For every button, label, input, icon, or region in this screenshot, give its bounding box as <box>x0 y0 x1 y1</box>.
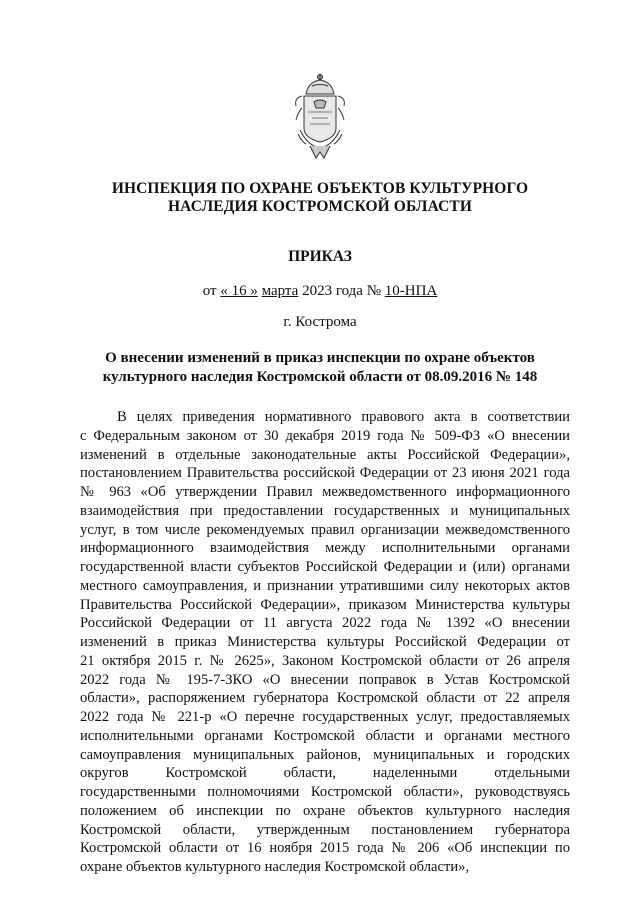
body-line: № 963 «Об утверждении Правил межведомственного информационного <box>80 484 570 500</box>
body-line: государственными полномочиями Костромской области», руководствуясь <box>80 784 570 800</box>
body-line: изменений в отдельные законодательные акты Российской Федерации», <box>80 446 570 463</box>
body-line: с Федеральным законом от 30 декабря 2019 года № 509-ФЗ «О внесении <box>80 427 570 444</box>
body-line: Правительства Российской Федерации», приказом Министерства культуры <box>80 596 570 613</box>
body-line: Костромской области от 16 ноября 2015 года № 206 «Об инспекции по <box>80 840 570 857</box>
body-line: 21 октября 2015 г. № 2625», Законом Костромской области от 26 апреля <box>80 652 570 669</box>
body-line: 2022 года № 195-7-ЗКО «О внесении поправок в Устав Костромской <box>80 671 570 688</box>
body-line: взаимодействия при предоставлении государственных и муниципальных <box>80 502 570 519</box>
body-line: исполнительными органами Костромской области и органами местного <box>80 727 570 744</box>
body-line: услуг, в том числе рекомендуемых правил организации межведомственного <box>80 521 570 538</box>
body-line: области», распоряжением губернатора Костромской области от 22 апреля <box>80 690 570 707</box>
body-line: самоуправления муниципальных районов, муниципальных и городских <box>80 746 570 763</box>
document-title: ПРИКАЗ <box>288 248 352 265</box>
date-day: « 16 » <box>220 283 258 299</box>
order-date-line <box>60 283 580 300</box>
date-month: марта <box>261 283 299 299</box>
subject-line2: культурного наследия Костромской области от 08.09.2016 № 148 <box>102 369 538 385</box>
body-text <box>80 408 570 877</box>
body-line: государственной власти субъектов Российской Федерации и (или) органами <box>80 559 570 575</box>
subject-line1: О внесении изменений в приказ инспекции по охране объектов <box>105 350 535 366</box>
date-year: 2023 года № <box>302 283 382 299</box>
body-line: округов Костромской области, наделенными отдельными <box>80 765 570 782</box>
body-line: Костромской области, утвержденным постановлением губернатора <box>80 821 570 838</box>
body-line: Российской Федерации от 11 августа 2022 года № 1392 «О внесении <box>80 615 570 632</box>
body-line: информационного взаимодействия между исполнительными органами <box>80 540 570 557</box>
city: г. Кострома <box>283 314 357 330</box>
date-prefix: от <box>202 283 217 299</box>
body-line: положением об инспекции по охране объектов культурного наследия <box>80 802 570 819</box>
body-line: 2022 года № 221-р «О перечне государственных услуг, предоставляемых <box>80 709 570 725</box>
body-line: постановлением Правительства российской Федерации от 23 июня 2021 года <box>80 465 570 482</box>
organization-name-line2: НАСЛЕДИЯ КОСТРОМСКОЙ ОБЛАСТИ <box>168 198 472 215</box>
body-line: В целях приведения нормативного правового акта в соответствии <box>117 409 570 425</box>
organization-name-line1: ИНСПЕКЦИЯ ПО ОХРАНЕ ОБЪЕКТОВ КУЛЬТУРНОГО <box>111 180 529 197</box>
kostroma-coat-of-arms-icon <box>288 72 352 166</box>
order-number: 10-НПА <box>384 283 438 299</box>
body-line: местного самоуправления, и признании утратившими силу некоторых актов <box>80 577 570 594</box>
body-line: охране объектов культурного наследия Костромской области», <box>80 859 470 875</box>
body-line: изменений в приказ Министерства культуры Российской Федерации от <box>80 634 570 650</box>
